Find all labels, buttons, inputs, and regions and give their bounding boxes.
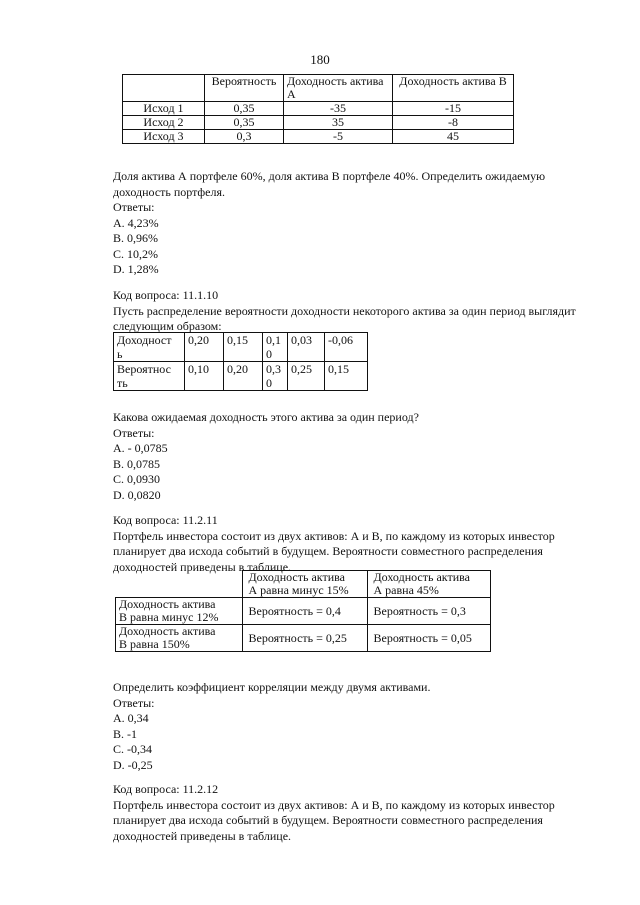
table-cell xyxy=(114,362,185,391)
table-row xyxy=(114,362,368,391)
table-cell: 35 xyxy=(284,116,393,130)
header-text: Доходность актива А xyxy=(287,74,384,101)
table-cell: 0,35 xyxy=(205,116,284,130)
question-code: Код вопроса: 11.2.11 xyxy=(113,513,218,527)
table-cell: Вероятность = 0,05 xyxy=(367,625,491,652)
table-cell: -5 xyxy=(284,130,393,144)
row-label: В равна минус 12% xyxy=(119,610,219,624)
question-text: Пусть распределение вероятности доходности некоторого актива за один период выглядит xyxy=(113,303,576,318)
answer-option: A. 4,23% xyxy=(113,215,159,230)
answer-option: C. 0,0930 xyxy=(113,472,161,486)
answer-option: D. -0,25 xyxy=(113,757,153,772)
table-cell: Вероятность = 0,4 xyxy=(242,598,367,625)
question-block xyxy=(113,680,430,773)
table-cell xyxy=(114,333,185,362)
table-header-cell xyxy=(123,75,205,102)
question-text: Доля актива А портфеле 60%, доля актива В портфеле 40%. Определить ожидаемую xyxy=(113,169,546,183)
question-block xyxy=(113,513,555,575)
answer-option: B. 0,0785 xyxy=(113,456,161,471)
table-cell: Вероятность = 0,25 xyxy=(242,625,367,652)
page-number: 180 xyxy=(310,52,330,67)
cell-text: 0 xyxy=(266,376,272,390)
table-row xyxy=(123,130,514,144)
distribution-table xyxy=(113,332,368,391)
table-cell: Исход 2 xyxy=(123,116,205,130)
table-row xyxy=(114,333,368,362)
answer-option: B. -1 xyxy=(113,726,137,741)
row-label: Доходность актива xyxy=(119,624,216,638)
table-cell xyxy=(263,362,288,391)
question-block xyxy=(113,410,419,503)
outcomes-table xyxy=(122,74,514,144)
table-header-cell xyxy=(393,75,514,102)
question-text: доходность портфеля. xyxy=(113,184,225,199)
table-header-cell xyxy=(367,571,491,598)
question-text: доходностей приведены в таблице. xyxy=(113,559,292,574)
joint-distribution-table xyxy=(115,570,491,652)
question-text: следующим образом: xyxy=(113,319,222,333)
answers-label: Ответы: xyxy=(113,200,155,214)
header-text: А равна минус 15% xyxy=(248,583,349,597)
table-cell: 0,15 xyxy=(224,333,263,362)
table-cell: Исход 3 xyxy=(123,130,205,144)
table-cell: 0,3 xyxy=(205,130,284,144)
question-block xyxy=(113,782,555,844)
table-header-row xyxy=(116,571,491,598)
table-cell: -15 xyxy=(393,102,514,116)
table-header-cell: Вероятность xyxy=(205,75,284,102)
header-text: А равна 45% xyxy=(373,583,439,597)
row-label: Доходност xyxy=(117,333,172,347)
table-cell: -35 xyxy=(284,102,393,116)
question-code: Код вопроса: 11.2.12 xyxy=(113,782,219,796)
row-label: Вероятнос xyxy=(117,362,171,376)
cell-text: 0,3 xyxy=(266,362,281,376)
row-label: ь xyxy=(117,347,123,361)
table-cell: 0,20 xyxy=(185,333,224,362)
answers-label: Ответы: xyxy=(113,695,155,710)
table-cell: -8 xyxy=(393,116,514,130)
question-code: Код вопроса: 11.1.10 xyxy=(113,288,219,302)
header-text: Доходность актива xyxy=(373,570,470,584)
row-label: В равна 150% xyxy=(119,637,190,651)
question-text: Какова ожидаемая доходность этого актива за один период? xyxy=(113,410,419,424)
table-corner-cell xyxy=(116,571,243,598)
table-cell xyxy=(116,625,243,652)
answer-option: A. - 0,0785 xyxy=(113,441,168,455)
table-row xyxy=(123,116,514,130)
table-cell xyxy=(263,333,288,362)
table-row xyxy=(116,598,491,625)
question-text: Определить коэффициент корреляции между двумя активами. xyxy=(113,680,431,694)
table-cell: 45 xyxy=(393,130,514,144)
cell-text: 0 xyxy=(266,347,272,361)
header-text: Доходность актива В xyxy=(399,74,507,88)
row-label: Доходность актива xyxy=(119,597,216,611)
table-row xyxy=(116,625,491,652)
table-cell: -0,06 xyxy=(325,333,368,362)
table-cell: 0,20 xyxy=(224,362,263,391)
answer-option: B. 0,96% xyxy=(113,231,158,245)
table-header-row xyxy=(123,75,514,102)
answer-option: C. 10,2% xyxy=(113,246,158,261)
table-cell: 0,03 xyxy=(288,333,325,362)
question-block xyxy=(113,288,576,335)
question-text: Портфель инвестора состоит из двух активов: А и В, по каждому из которых инвестор xyxy=(113,528,555,543)
table-cell: 0,10 xyxy=(185,362,224,391)
answer-option: A. 0,34 xyxy=(113,711,149,725)
cell-text: 0,1 xyxy=(266,333,281,347)
question-block xyxy=(113,169,545,278)
table-cell: 0,25 xyxy=(288,362,325,391)
question-text: планирует два исхода событий в будущем. Вероятности совместного распределения xyxy=(113,544,543,558)
answer-option: C. -0,34 xyxy=(113,742,152,756)
answer-option: D. 1,28% xyxy=(113,262,159,276)
header-text: Доходность актива xyxy=(248,570,345,584)
question-text: планирует два исхода событий в будущем. Вероятности совместного распределения xyxy=(113,813,543,827)
row-label: ть xyxy=(117,376,128,390)
answers-label: Ответы: xyxy=(113,425,155,440)
table-cell: 0,35 xyxy=(205,102,284,116)
table-cell: 0,15 xyxy=(325,362,368,391)
question-text: Портфель инвестора состоит из двух активов: А и В, по каждому из которых инвестор xyxy=(113,797,555,812)
answer-option: D. 0,0820 xyxy=(113,487,161,502)
question-text: доходностей приведены в таблице. xyxy=(113,828,292,843)
table-cell xyxy=(116,598,243,625)
table-cell: Вероятность = 0,3 xyxy=(367,598,491,625)
table-header-cell xyxy=(284,75,393,102)
table-header-cell xyxy=(242,571,367,598)
table-cell: Исход 1 xyxy=(123,102,205,116)
table-row xyxy=(123,102,514,116)
